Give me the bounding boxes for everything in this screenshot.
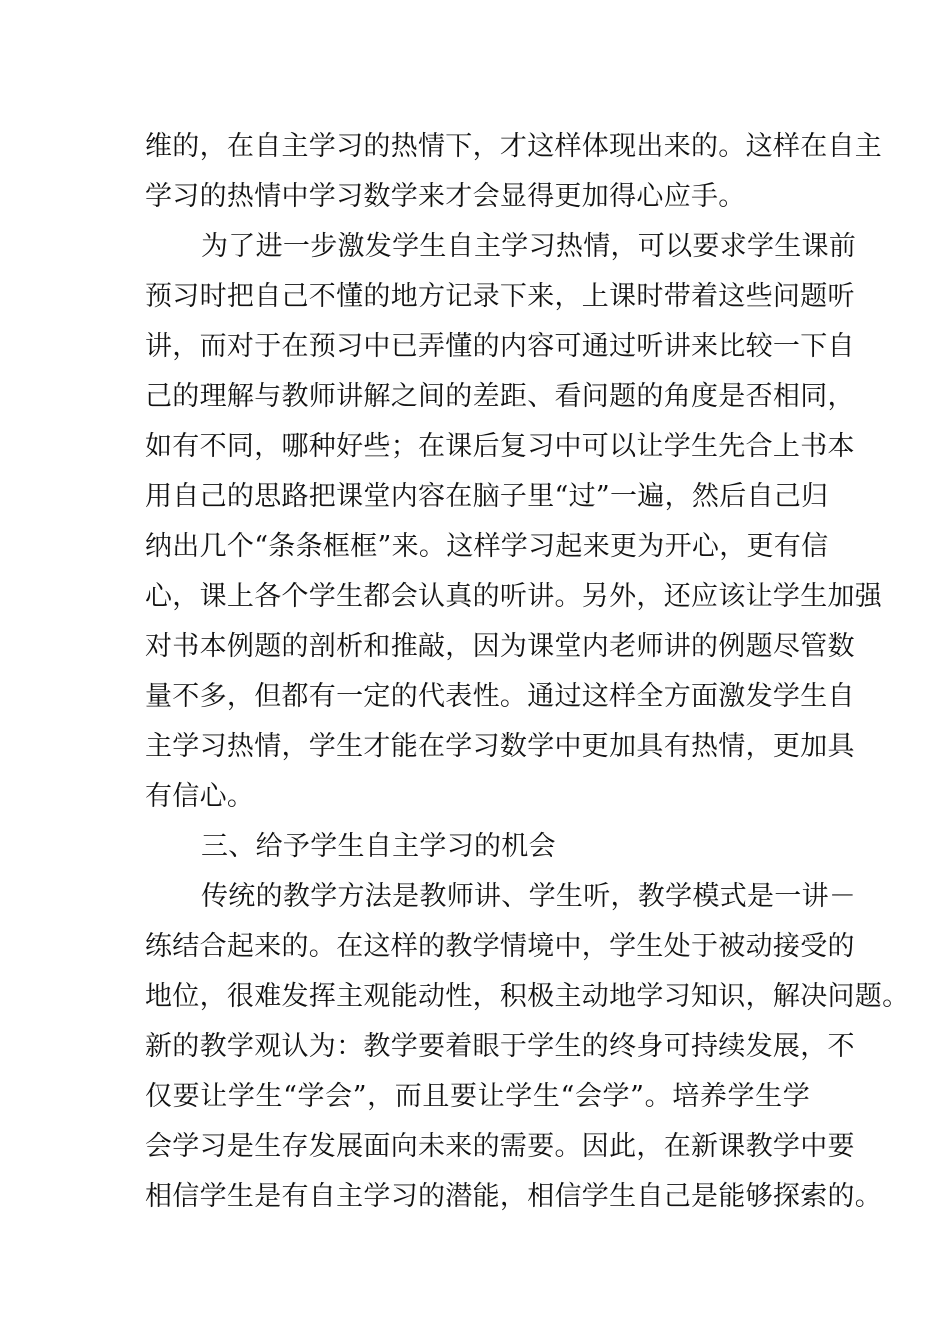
text-line: 心，课上各个学生都会认真的听讲。另外，还应该让学生加强	[145, 581, 883, 612]
text-line: 有信心。	[145, 781, 255, 812]
text-line: 地位，很难发挥主观能动性，积极主动地学习知识，解决问题。	[145, 981, 910, 1012]
text-line: 纳出几个“条条框框”来。这样学习起来更为开心，更有信	[145, 531, 829, 562]
text-line: 相信学生是有自主学习的潜能，相信学生自己是能够探索的。	[145, 1181, 883, 1212]
text-line: 讲，而对于在预习中已弄懂的内容可通过听讲来比较一下自	[145, 331, 855, 362]
text-line: 预习时把自己不懂的地方记录下来，上课时带着这些问题听	[145, 281, 855, 312]
text-line: 练结合起来的。在这样的教学情境中，学生处于被动接受的	[145, 931, 855, 962]
text-line: 用自己的思路把课堂内容在脑子里“过”一遍，然后自己归	[145, 481, 829, 512]
text-line: 如有不同，哪种好些；在课后复习中可以让学生先合上书本	[145, 431, 855, 462]
text-line: 会学习是生存发展面向未来的需要。因此，在新课教学中要	[145, 1131, 855, 1162]
text-line: 己的理解与教师讲解之间的差距、看问题的角度是否相同，	[145, 381, 855, 412]
paragraph-start-line: 为了进一步激发学生自主学习热情，可以要求学生课前	[201, 231, 857, 262]
text-line: 学习的热情中学习数学来才会显得更加得心应手。	[145, 181, 746, 212]
section-heading: 三、给予学生自主学习的机会	[201, 831, 556, 862]
text-line: 主学习热情，学生才能在学习数学中更加具有热情，更加具	[145, 731, 855, 762]
text-line: 新的教学观认为：教学要着眼于学生的终身可持续发展，不	[145, 1031, 855, 1062]
text-line: 对书本例题的剖析和推敲，因为课堂内老师讲的例题尽管数	[145, 631, 855, 662]
paragraph-start-line: 传统的教学方法是教师讲、学生听，教学模式是一讲－	[201, 881, 857, 912]
text-line: 仅要让学生“学会”，而且要让学生“会学”。培养学生学	[145, 1081, 810, 1112]
text-line: 量不多，但都有一定的代表性。通过这样全方面激发学生自	[145, 681, 855, 712]
text-line: 维的，在自主学习的热情下，才这样体现出来的。这样在自主	[145, 131, 883, 162]
body-text	[145, 122, 910, 1222]
